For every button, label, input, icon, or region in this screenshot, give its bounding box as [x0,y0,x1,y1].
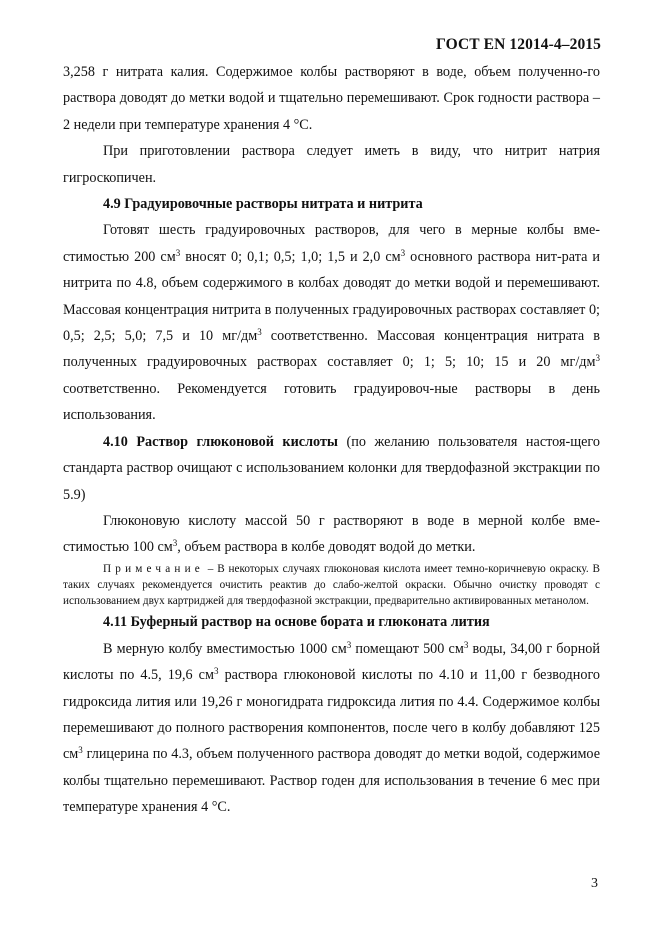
section-4-11-body: В мерную колбу вместимостью 1000 $см^3$ помещают 500 $см^3$ воды, 34,00 г борной кислоты по 4.5, 19,6 $см^3$ раствора глюконовой кислоты по 4.10 и 11,00 г безводного гидроксида лития или 19,26 г моногидрата гидроксида лития по 4.4. Содержимое колбы перемешивают до полного растворения компонентов, после чего в колбу добавляют 125 $см^3$ глицерина по 4.3, объем полученного раствора доводят до метки водой, содержимое колбы тщательно перемешивают. Раствор годен для использования в течение 6 мес при температуре хранения 4 °C. [63,639,601,816]
paragraph-potassium-nitrate: 3,258 г нитрата калия. Содержимое колбы растворяют в воде, объем полученно-го раствора доводят до метки водой и тщательно перемешивают. Срок годности раствора – 2 недели при температуре хранения 4 °C. [63,64,600,133]
document-body [63,59,600,821]
page-number: 3 [591,876,598,891]
note-label: Примечание [103,562,204,575]
section-4-10-body: Глюконовую кислоту массой 50 г растворяют в воде в мерной колбе вме-стимостью 100 $см^3$, объем раствора в колбе доводят водой до метки. [63,512,600,556]
standard-header: ГОСТ EN 12014-4–2015 [436,36,601,53]
note-paragraph: Примечание – В некоторых случаях глюконовая кислота имеет темно-коричневую окраску. В таких случаях рекомендуется очистить реактив до слабо-желтой окраски. Обычно очистку проводят с использованием двух картриджей для твердофазной экстракции, предварительно активированных метанолом. [63,562,600,608]
section-4-9-heading: 4.9 Градуировочные растворы нитрата и нитрита [103,196,423,213]
paragraph-hygroscopic-note: При приготовлении раствора следует иметь в виду, что нитрит натрия гигроскопичен. [63,143,600,186]
section-4-10-heading: 4.10 Раствор глюконовой кислоты (по желанию пользователя настоя-щего стандарта раствор очищают с использованием колонки для твердофазной экстракции по 5.9) [63,433,600,503]
section-4-11-heading: 4.11 Буферный раствор на основе бората и глюконата лития [103,614,490,631]
section-4-9-body: Готовят шесть градуировочных растворов, для чего в мерные колбы вме-стимостью 200 $см^3$ вносят 0; 0,1; 0,5; 1,0; 1,5 и 2,0 $см^3$ основного раствора нит-рата и нитрита по 4.8, объем содержимого в колбах доводят до метки водой и перемешивают. Массовая концентрация нитрита в полученных градуировочных растворах составляет 0; 0,5; 2,5; 5,0; 7,5 и 10 $мг/дм^3$ соответственно. Массовая концентрация нитрата в полученных градуировочных растворах составляет 0; 1; 5; 10; 15 и 20 $мг/дм^3$ соответственно. Рекомендуется готовить градуировоч-ные растворы в день использования. [63,222,601,424]
